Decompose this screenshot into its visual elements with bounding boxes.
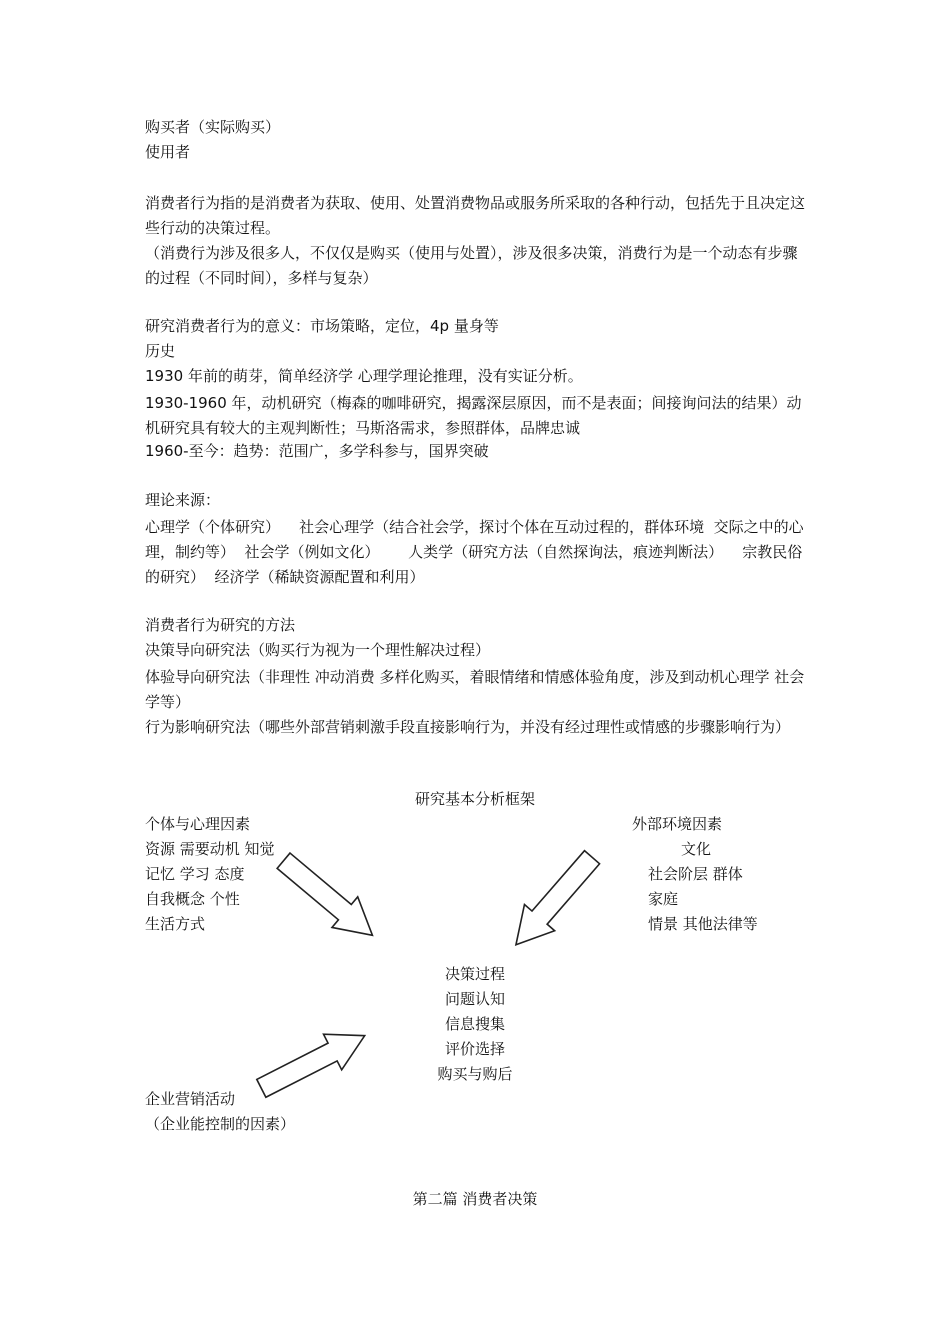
arrow-bottom-to-center-icon	[258, 1028, 368, 1096]
left-factor-item: 生活方式	[145, 915, 206, 933]
history-item-1930-1960: 1930-1960 年，动机研究（梅森的咖啡研究，揭露深层原因，而不是表面；间接询问法的结果）动机研究具有较大的主观判断性；马斯洛需求，参照群体，品牌忠诚	[145, 394, 802, 437]
history-item-pre1930: 1930 年前的萌芽，简单经济学 心理学理论推理，没有实证分析。	[145, 367, 583, 385]
definition-paragraph: 消费者行为指的是消费者为获取、使用、处置消费物品或服务所采取的各种行动，包括先于且决定这些行动的决策过程。	[145, 194, 806, 237]
history-heading: 历史	[145, 342, 176, 360]
decision-process-heading: 决策过程	[444, 965, 505, 983]
right-factor-item: 家庭	[648, 890, 679, 908]
decision-step: 购买与购后	[437, 1065, 513, 1083]
right-factor-item: 文化	[681, 840, 712, 858]
right-factor-heading: 外部环境因素	[632, 815, 723, 833]
meaning-line: 研究消费者行为的意义：市场策略，定位，4p 量身等	[145, 317, 499, 335]
history-item-1960-now: 1960-至今：趋势：范围广，多学科参与，国界突破	[145, 442, 489, 460]
method-behavior: 行为影响研究法（哪些外部营销刺激手段直接影响行为，并没有经过理性或情感的步骤影响行为）	[145, 718, 791, 736]
right-factor-item: 情景 其他法律等	[648, 915, 758, 933]
chapter-heading: 第二篇 消费者决策	[412, 1190, 538, 1208]
definition-note-paragraph: （消费行为涉及很多人，不仅仅是购买（使用与处置），涉及很多决策，消费行为是一个动态有步骤的过程（不同时间），多样与复杂）	[145, 244, 798, 287]
user-line: 使用者	[145, 143, 191, 161]
theory-heading: 理论来源：	[145, 491, 221, 509]
methods-heading: 消费者行为研究的方法	[145, 616, 296, 634]
right-factor-item: 社会阶层 群体	[648, 865, 743, 883]
marketing-activity-label: 企业营销活动	[145, 1090, 236, 1108]
method-experience: 体验导向研究法（非理性 冲动消费 多样化购买，着眼情绪和情感体验角度，涉及到动机心理学 社会学等）	[145, 668, 805, 711]
marketing-activity-note: （企业能控制的因素）	[145, 1115, 296, 1133]
method-decision: 决策导向研究法（购买行为视为一个理性解决过程）	[145, 641, 491, 659]
decision-step: 问题认知	[444, 990, 505, 1008]
theory-paragraph: 心理学（个体研究） 社会心理学（结合社会学，探讨个体在互动过程的，群体环境 交际之中的心理，制约等） 社会学（例如文化） 人类学（研究方法（自然探询法，痕迹判断法） 宗教民俗的研究） 经济学（稀缺资源配置和利用）	[145, 518, 804, 586]
left-factor-heading: 个体与心理因素	[145, 815, 251, 833]
left-factor-item: 记忆 学习 态度	[145, 865, 245, 883]
decision-step: 评价选择	[444, 1040, 505, 1058]
arrow-left-to-center-icon	[278, 858, 378, 938]
left-factor-item: 资源 需要动机 知觉	[145, 840, 275, 858]
framework-title: 研究基本分析框架	[414, 790, 535, 808]
decision-step: 信息搜集	[444, 1015, 505, 1033]
buyer-line: 购买者（实际购买）	[145, 118, 281, 136]
left-factor-item: 自我概念 个性	[145, 890, 240, 908]
arrow-right-to-center-icon	[512, 856, 597, 946]
